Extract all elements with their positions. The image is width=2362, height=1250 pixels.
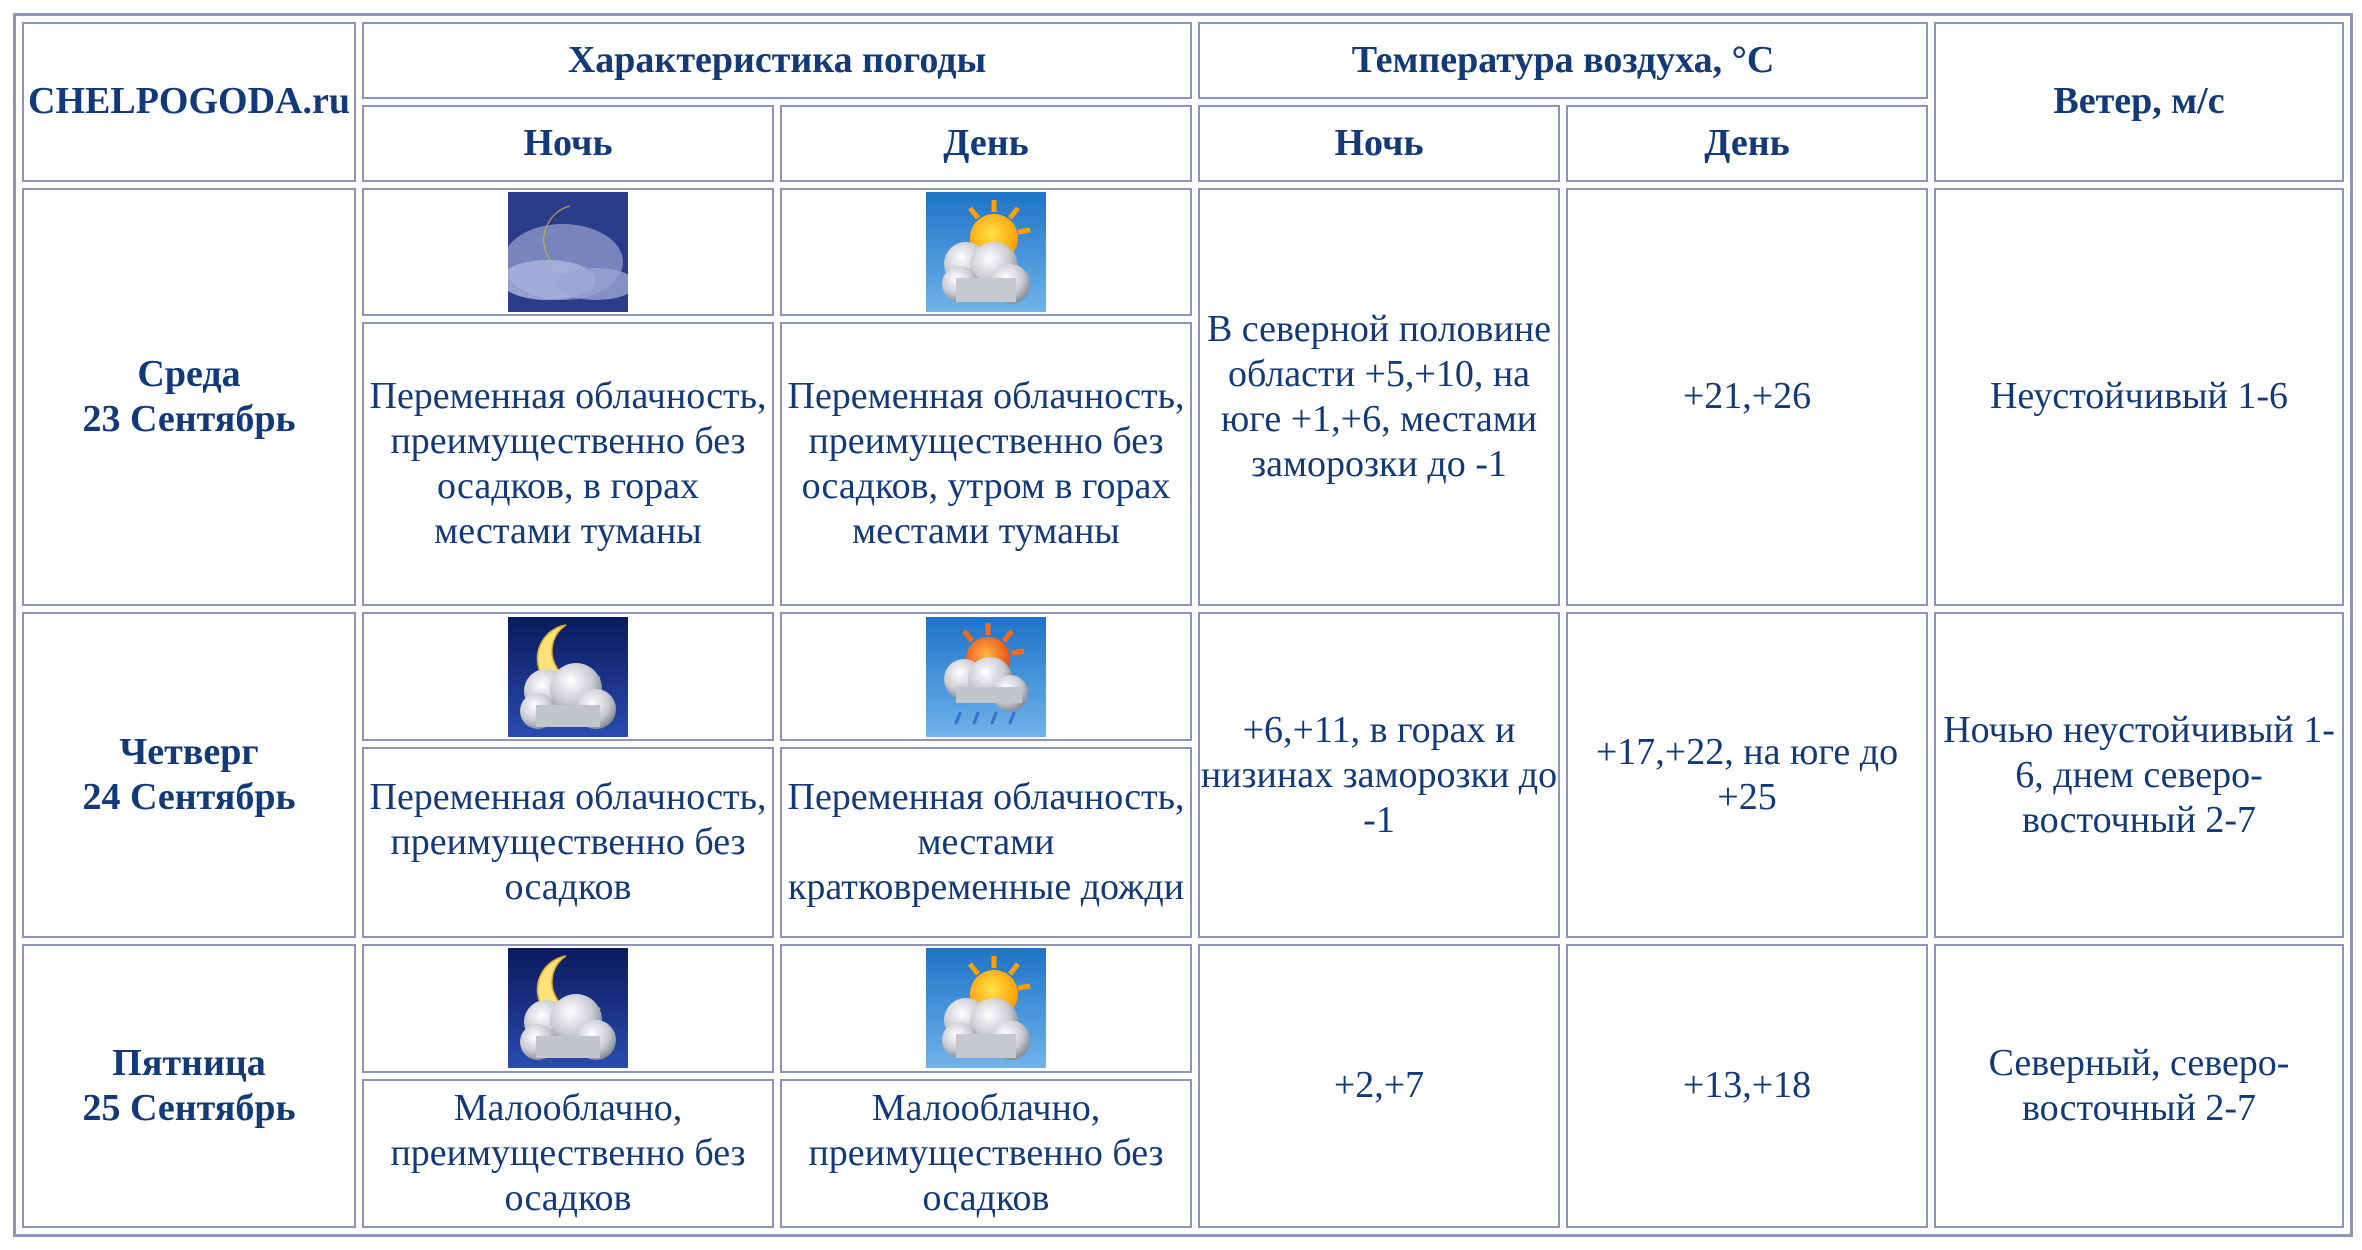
day-label [22,612,356,938]
temp-day-cell: +13,+18 [1566,944,1928,1228]
weekday: Пятница [112,1041,266,1084]
day-label [22,944,356,1228]
forecast-table [13,13,2353,1237]
weather-night-header: Ночь [362,105,774,182]
site-name: CHELPOGODA.ru [22,22,356,182]
sun-clouds-rain-icon [926,617,1046,737]
wind-cell: Неустойчивый 1-6 [1934,188,2344,607]
temperature-header: Температура воздуха, °С [1198,22,1928,99]
temp-night-header: Ночь [1198,105,1560,182]
temp-day-cell: +17,+22, на юге до +25 [1566,612,1928,938]
temp-night-cell: +6,+11, в горах и низинах заморозки до -1 [1198,612,1560,938]
temp-day-cell: +21,+26 [1566,188,1928,607]
moon-behind-clouds-icon [508,948,628,1068]
moon-cloudy-night-icon [508,192,628,312]
moon-behind-clouds-icon [508,617,628,737]
sun-behind-clouds-icon [926,192,1046,312]
date: 23 Сентябрь [82,397,296,440]
wind-header: Ветер, м/с [1934,22,2344,182]
date: 25 Сентябрь [82,1086,296,1129]
weekday: Среда [137,352,241,395]
night-description: Переменная облачность, преимущественно без осадков [362,747,774,938]
day-label [22,188,356,607]
sun-behind-clouds-icon [926,948,1046,1068]
day-icon-cell [780,188,1192,317]
weather-header: Характеристика погоды [362,22,1192,99]
temp-day-header: День [1566,105,1928,182]
day-icon-cell [780,944,1192,1073]
night-description: Малооблачно, преимущественно без осадков [362,1079,774,1228]
night-icon-cell [362,944,774,1073]
weekday: Четверг [119,731,259,774]
temp-night-cell: В северной половине области +5,+10, на юге +1,+6, местами заморозки до -1 [1198,188,1560,607]
day-description: Переменная облачность, преимущественно без осадков, утром в горах местами туманы [780,322,1192,606]
day-description: Малооблачно, преимущественно без осадков [780,1079,1192,1228]
night-icon-cell [362,612,774,741]
night-description: Переменная облачность, преимущественно без осадков, в горах местами туманы [362,322,774,606]
date: 24 Сентябрь [82,776,296,819]
weather-day-header: День [780,105,1192,182]
day-description: Переменная облачность, местами кратковременные дожди [780,747,1192,938]
temp-night-cell: +2,+7 [1198,944,1560,1228]
night-icon-cell [362,188,774,317]
wind-cell: Северный, северо-восточный 2-7 [1934,944,2344,1228]
day-icon-cell [780,612,1192,741]
wind-cell: Ночью неустойчивый 1-6, днем северо-восточный 2-7 [1934,612,2344,938]
